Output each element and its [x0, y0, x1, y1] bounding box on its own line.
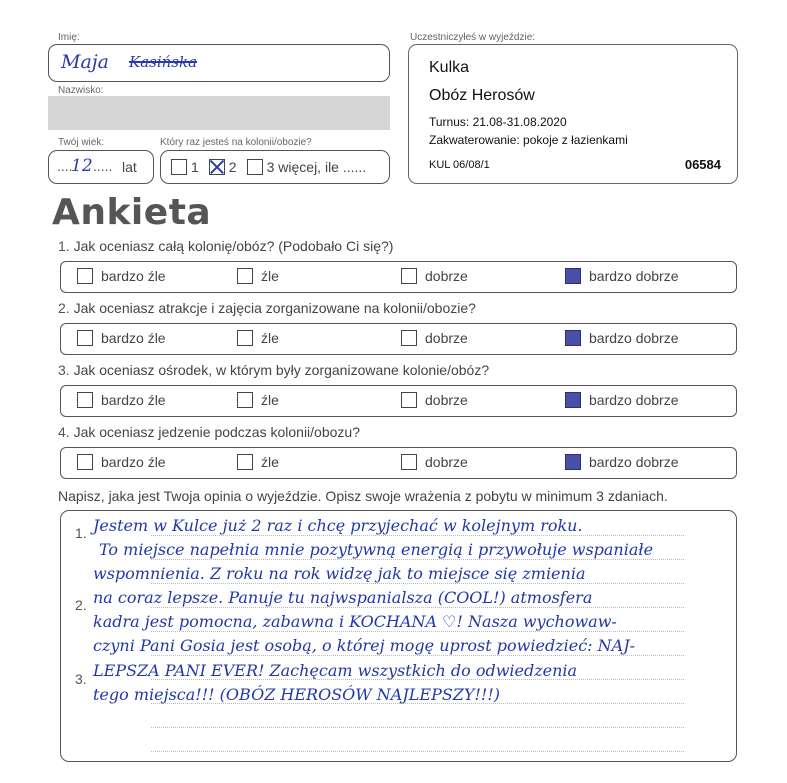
opinion-number-1: 1. [75, 525, 87, 541]
camp-code: KUL 06/08/1 [429, 159, 490, 171]
visit-option-3: 3 więcej, ile ...... [266, 159, 367, 175]
camp-number: 06584 [684, 157, 721, 172]
opinion-number-2: 2. [75, 597, 87, 613]
q1-option-zle[interactable]: źle [237, 268, 279, 284]
q3-option-bardzo-dobrze[interactable]: bardzo dobrze [565, 392, 679, 408]
camp-accommodation: Zakwaterowanie: pokoje z łazienkami [429, 133, 628, 147]
question-1: 1. Jak oceniasz całą kolonię/obóz? (Podobało Ci się?) [58, 238, 394, 254]
q2-option-zle[interactable]: źle [237, 330, 279, 346]
q4-option-dobrze[interactable]: dobrze [401, 454, 468, 470]
question-1-options [60, 261, 737, 293]
opinion-prompt: Napisz, jaka jest Twoja opinia o wyjeździe. Opisz swoje wrażenia z pobytu w minimum 3 zdaniach. [58, 488, 668, 504]
name-crossed-out: Kasińska [129, 53, 198, 71]
question-3-options [60, 385, 737, 417]
q2-option-bardzo-dobrze[interactable]: bardzo dobrze [565, 330, 679, 346]
opinion-line-4: na coraz lepsze. Panuje tu najwspanialsza (COOL!) atmosfera [93, 588, 593, 607]
age-value: 12 [71, 156, 93, 176]
q3-option-bardzo-zle[interactable]: bardzo źle [77, 392, 166, 408]
opinion-textarea[interactable] [60, 510, 737, 762]
q3-option-zle[interactable]: źle [237, 392, 279, 408]
opinion-line-1: Jestem w Kulce już 2 raz i chcę przyjechać w kolejnym roku. [93, 516, 583, 535]
visit-field [160, 150, 390, 184]
opinion-line-3: wspomnienia. Z roku na rok widzę jak to miejsce się zmienia [93, 564, 586, 583]
question-4-options [60, 447, 737, 479]
question-4: 4. Jak oceniasz jedzenie podczas kolonii/obozu? [58, 424, 360, 440]
q2-option-bardzo-zle[interactable]: bardzo źle [77, 330, 166, 346]
camp-info-box [408, 44, 738, 184]
surname-redacted [48, 96, 390, 130]
q4-option-bardzo-dobrze[interactable]: bardzo dobrze [565, 454, 679, 470]
camp-label: Uczestniczyłeś w wyjeździe: [410, 32, 536, 43]
visit-option-2: 2 [228, 159, 237, 175]
visit-checkbox-2[interactable] [209, 159, 225, 175]
age-unit: lat [122, 159, 137, 175]
name-label: Imię: [58, 32, 80, 43]
q1-option-dobrze[interactable]: dobrze [401, 268, 468, 284]
visit-option-1: 1 [191, 159, 199, 175]
camp-name: Kulka [429, 59, 470, 76]
opinion-line-2: To miejsce napełnia mnie pozytywną energią i przywołuje wspaniałe [99, 540, 654, 559]
camp-turnus: Turnus: 21.08-31.08.2020 [429, 115, 567, 129]
opinion-number-3: 3. [75, 671, 87, 687]
visit-label: Który raz jesteś na kolonii/obozie? [160, 137, 312, 148]
question-2-options [60, 323, 737, 355]
opinion-line-5: kadra jest pomocna, zabawna i KOCHANA ♡! Nasza wychowaw- [93, 612, 617, 631]
q4-option-zle[interactable]: źle [237, 454, 279, 470]
opinion-line-6: czyni Pani Gosia jest osobą, o której mogę uprost powiedzieć: NAJ- [93, 636, 636, 655]
q2-option-dobrze[interactable]: dobrze [401, 330, 468, 346]
age-label: Twój wiek: [58, 137, 105, 148]
camp-subtitle: Obóz Herosów [429, 87, 535, 104]
opinion-line-8: tego miejsca!!! (OBÓZ HEROSÓW NAJLEPSZY!!!) [93, 685, 501, 704]
question-3: 3. Jak oceniasz ośrodek, w którym były zorganizowane kolonie/obóz? [58, 362, 490, 378]
visit-checkbox-3[interactable] [247, 159, 263, 175]
survey-title: Ankieta [52, 192, 212, 233]
name-value: Maja [61, 51, 110, 73]
q1-option-bardzo-zle[interactable]: bardzo źle [77, 268, 166, 284]
surname-label: Nazwisko: [58, 85, 104, 96]
visit-checkbox-1[interactable] [171, 159, 187, 175]
q4-option-bardzo-zle[interactable]: bardzo źle [77, 454, 166, 470]
q3-option-dobrze[interactable]: dobrze [401, 392, 468, 408]
name-field[interactable] [48, 44, 390, 82]
age-field[interactable]: .... 12 ..... lat [48, 150, 154, 184]
opinion-line-7: LEPSZA PANI EVER! Zachęcam wszystkich do odwiedzenia [93, 661, 578, 680]
question-2: 2. Jak oceniasz atrakcje i zajęcia zorganizowane na kolonii/obozie? [58, 300, 476, 316]
q1-option-bardzo-dobrze[interactable]: bardzo dobrze [565, 268, 679, 284]
